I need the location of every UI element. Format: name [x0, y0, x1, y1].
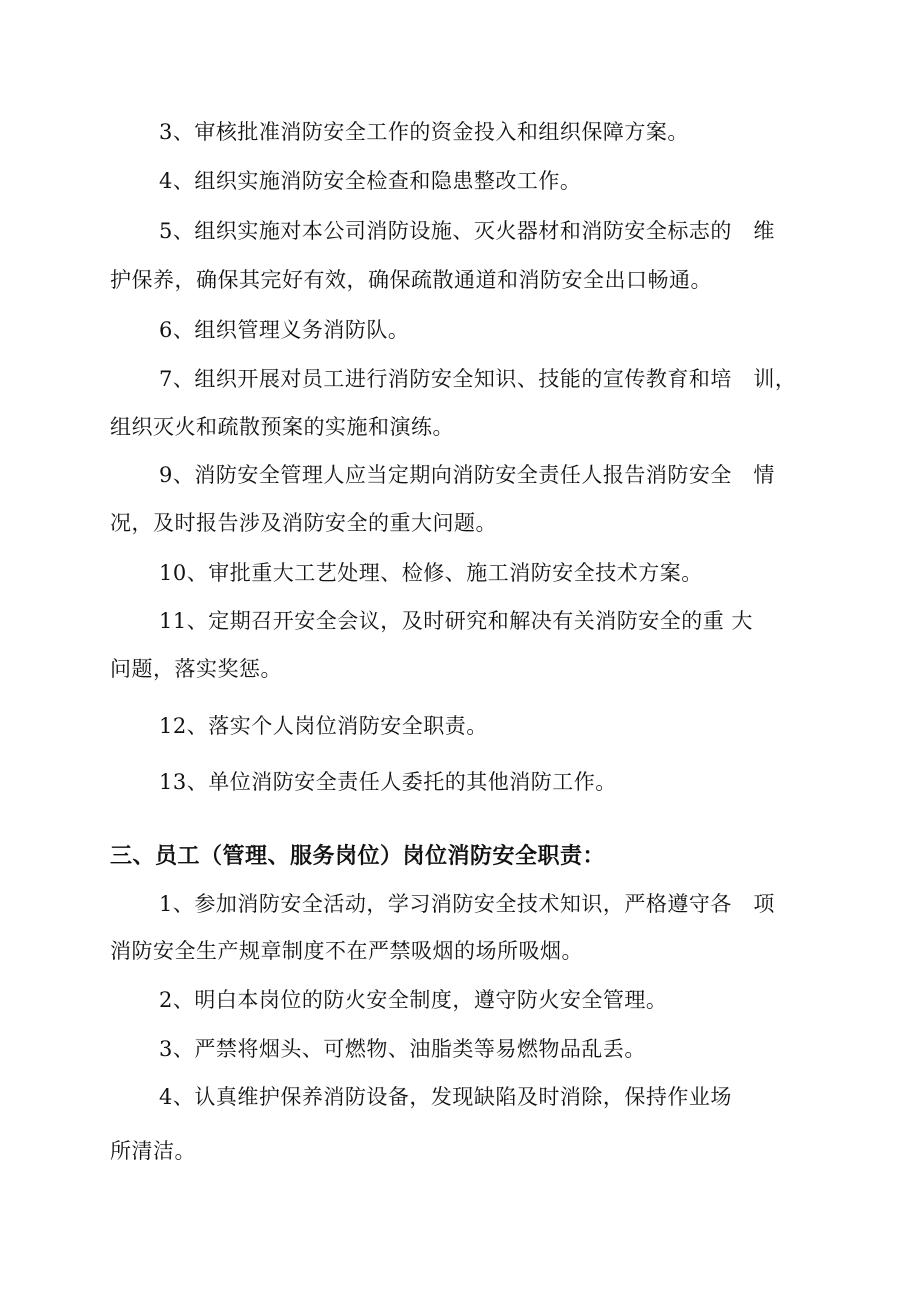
item-13-line-1: 13、单位消防安全责任人委托的其他消防工作。: [159, 770, 617, 794]
emp-item-1-line-2: 消防安全生产规章制度不在严禁吸烟的场所吸烟。: [110, 939, 583, 963]
item-7-line-1: 7、组织开展对员工进行消防安全知识、技能的宣传教育和培 训，: [159, 367, 797, 391]
emp-item-3-line-1: 3、严禁将烟头、可燃物、油脂类等易燃物品乱丢。: [159, 1037, 646, 1061]
emp-item-1-line-1: 1、参加消防安全活动，学习消防安全技术知识，严格遵守各 项: [159, 892, 775, 916]
section-heading: 三、员工（管理、服务岗位）岗位消防安全职责：: [110, 844, 606, 869]
item-5-line-2: 护保养，确保其完好有效，确保疏散通道和消防安全出口畅通。: [110, 268, 712, 292]
emp-item-4-line-2: 所清洁。: [110, 1139, 196, 1163]
emp-item-4-line-1: 4、认真维护保养消防设备，发现缺陷及时消除，保持作业场: [159, 1085, 732, 1109]
item-11-line-1: 11、定期召开安全会议，及时研究和解决有关消防安全的重 大: [159, 609, 753, 633]
item-6-line-1: 6、组织管理义务消防队。: [159, 318, 410, 342]
item-10-line-1: 10、审批重大工艺处理、检修、施工消防安全技术方案。: [159, 561, 703, 585]
item-7-line-2: 组织灭火和疏散预案的实施和演练。: [110, 415, 454, 439]
item-3-line-1: 3、审核批准消防安全工作的资金投入和组织保障方案。: [159, 120, 689, 144]
item-11-line-2: 问题，落实奖惩。: [110, 657, 282, 681]
emp-item-2-line-1: 2、明白本岗位的防火安全制度，遵守防火安全管理。: [159, 988, 668, 1012]
item-5-line-1: 5、组织实施对本公司消防设施、灭火器材和消防安全标志的 维: [159, 219, 775, 243]
item-9-line-1: 9、消防安全管理人应当定期向消防安全责任人报告消防安全 情: [159, 463, 775, 487]
item-4-line-1: 4、组织实施消防安全检查和隐患整改工作。: [159, 169, 582, 193]
item-12-line-1: 12、落实个人岗位消防安全职责。: [159, 714, 488, 738]
item-9-line-2: 况，及时报告涉及消防安全的重大问题。: [110, 511, 497, 535]
